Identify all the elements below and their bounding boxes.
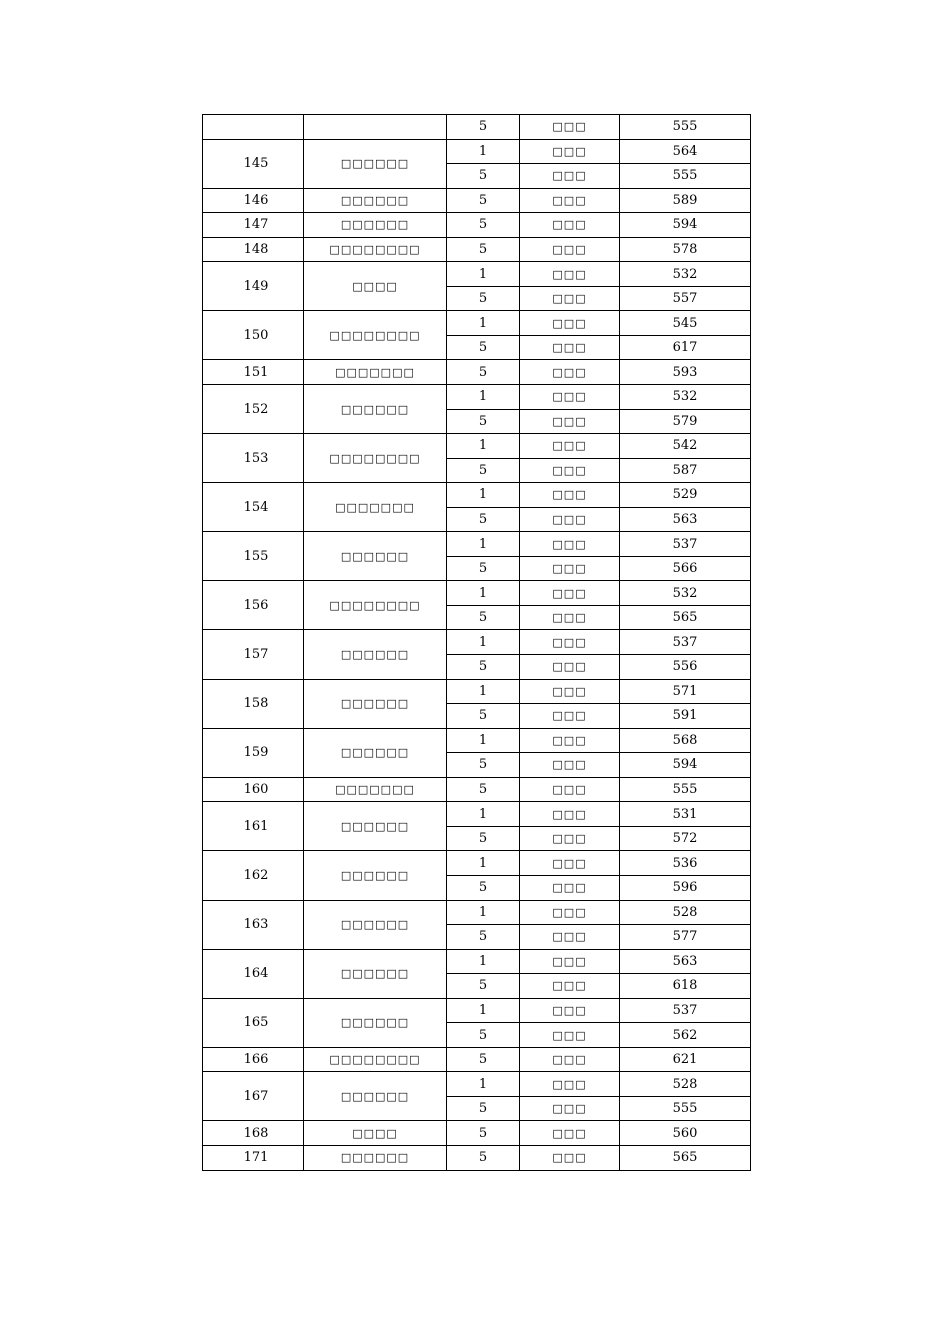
- score-cell: 542: [620, 434, 751, 459]
- level-cell: 5: [447, 777, 520, 802]
- name-cell: [304, 1047, 447, 1072]
- category-text: □□□: [552, 954, 587, 968]
- score-cell: 528: [620, 1072, 751, 1097]
- category-cell: [520, 1047, 620, 1072]
- category-text: □□□: [552, 1151, 587, 1165]
- row-number-cell: 153: [203, 434, 304, 483]
- category-cell: [520, 1096, 620, 1121]
- score-cell: 618: [620, 974, 751, 999]
- level-cell: 1: [447, 1072, 520, 1097]
- table-row: [203, 188, 751, 213]
- category-text: □□□: [552, 758, 587, 772]
- name-text: □□□□□□: [340, 746, 410, 760]
- score-cell: 560: [620, 1121, 751, 1146]
- category-cell: [520, 826, 620, 851]
- category-cell: [520, 802, 620, 827]
- category-text: □□□: [552, 733, 587, 747]
- name-text: □□□□□□: [340, 697, 410, 711]
- category-cell: [520, 115, 620, 140]
- category-text: □□□: [552, 120, 587, 134]
- category-cell: [520, 286, 620, 311]
- level-cell: 5: [447, 164, 520, 189]
- category-text: □□□: [552, 586, 587, 600]
- level-cell: 5: [447, 409, 520, 434]
- score-cell: 562: [620, 1023, 751, 1048]
- level-cell: 1: [447, 900, 520, 925]
- category-cell: [520, 655, 620, 680]
- level-cell: 5: [447, 1121, 520, 1146]
- category-text: □□□: [552, 390, 587, 404]
- table-row: [203, 1072, 751, 1097]
- category-text: □□□: [552, 635, 587, 649]
- category-cell: [520, 335, 620, 360]
- name-cell: [304, 1072, 447, 1121]
- table-row: [203, 311, 751, 336]
- score-cell: 563: [620, 507, 751, 532]
- category-cell: [520, 1121, 620, 1146]
- level-cell: 5: [447, 974, 520, 999]
- name-cell: [304, 434, 447, 483]
- score-cell: 564: [620, 139, 751, 164]
- name-text: □□□□□□: [340, 1151, 410, 1165]
- table-row: [203, 237, 751, 262]
- score-cell: 555: [620, 777, 751, 802]
- score-cell: 594: [620, 753, 751, 778]
- row-number-cell: 148: [203, 237, 304, 262]
- row-number-cell: 146: [203, 188, 304, 213]
- category-text: □□□: [552, 1102, 587, 1116]
- table-row: [203, 998, 751, 1023]
- table-row: [203, 728, 751, 753]
- category-text: □□□: [552, 832, 587, 846]
- category-cell: [520, 753, 620, 778]
- category-cell: [520, 1072, 620, 1097]
- name-text: □□□□□□□: [335, 500, 415, 514]
- level-cell: 5: [447, 458, 520, 483]
- name-cell: [304, 237, 447, 262]
- name-cell: [304, 851, 447, 900]
- level-cell: 5: [447, 237, 520, 262]
- level-cell: 5: [447, 286, 520, 311]
- category-cell: [520, 1023, 620, 1048]
- category-text: □□□: [552, 292, 587, 306]
- score-cell: 572: [620, 826, 751, 851]
- level-cell: 5: [447, 1047, 520, 1072]
- category-text: □□□: [552, 365, 587, 379]
- category-cell: [520, 998, 620, 1023]
- score-cell: 571: [620, 679, 751, 704]
- score-cell: 537: [620, 998, 751, 1023]
- category-text: □□□: [552, 439, 587, 453]
- level-cell: 5: [447, 605, 520, 630]
- name-cell: [304, 679, 447, 728]
- table-row: [203, 802, 751, 827]
- name-cell: [304, 360, 447, 385]
- category-text: □□□: [552, 709, 587, 723]
- score-cell: 621: [620, 1047, 751, 1072]
- score-cell: 566: [620, 556, 751, 581]
- row-number-cell: 147: [203, 213, 304, 238]
- category-cell: [520, 556, 620, 581]
- table-row: [203, 139, 751, 164]
- level-cell: 1: [447, 483, 520, 508]
- score-cell: 555: [620, 164, 751, 189]
- category-cell: [520, 409, 620, 434]
- category-text: □□□: [552, 341, 587, 355]
- level-cell: 1: [447, 532, 520, 557]
- name-text: □□□□□□: [340, 1089, 410, 1103]
- name-text: □□□□□□: [340, 648, 410, 662]
- table-row: [203, 262, 751, 287]
- score-cell: 568: [620, 728, 751, 753]
- category-cell: [520, 164, 620, 189]
- row-number-cell: 151: [203, 360, 304, 385]
- category-cell: [520, 900, 620, 925]
- table-row: [203, 777, 751, 802]
- name-text: □□□□□□: [340, 157, 410, 171]
- score-cell: 563: [620, 949, 751, 974]
- name-cell: [304, 139, 447, 188]
- score-cell: 531: [620, 802, 751, 827]
- row-number-cell: 166: [203, 1047, 304, 1072]
- row-number-cell: 149: [203, 262, 304, 311]
- score-cell: 593: [620, 360, 751, 385]
- score-cell: 617: [620, 335, 751, 360]
- category-cell: [520, 875, 620, 900]
- score-cell: 579: [620, 409, 751, 434]
- name-cell: [304, 777, 447, 802]
- row-number-cell: 158: [203, 679, 304, 728]
- name-text: □□□□□□□: [335, 365, 415, 379]
- category-text: □□□: [552, 316, 587, 330]
- level-cell: 1: [447, 311, 520, 336]
- category-text: □□□: [552, 267, 587, 281]
- name-cell: [304, 802, 447, 851]
- table-row: [203, 213, 751, 238]
- level-cell: 5: [447, 556, 520, 581]
- category-cell: [520, 360, 620, 385]
- level-cell: 5: [447, 826, 520, 851]
- score-cell: 565: [620, 605, 751, 630]
- name-cell: [304, 385, 447, 434]
- score-cell: 528: [620, 900, 751, 925]
- score-cell: 565: [620, 1145, 751, 1170]
- row-number-cell: 145: [203, 139, 304, 188]
- category-cell: [520, 139, 620, 164]
- level-cell: 5: [447, 704, 520, 729]
- name-text: □□□□□□: [340, 193, 410, 207]
- level-cell: 5: [447, 507, 520, 532]
- row-number-cell: 156: [203, 581, 304, 630]
- name-text: □□□□□□□□: [329, 598, 421, 612]
- category-text: □□□: [552, 243, 587, 256]
- name-text: □□□□: [352, 279, 398, 293]
- name-text: □□□□: [352, 1126, 398, 1140]
- level-cell: 5: [447, 875, 520, 900]
- score-table: [202, 114, 751, 1171]
- row-number-cell: 161: [203, 802, 304, 851]
- category-text: □□□: [552, 905, 587, 919]
- level-cell: 1: [447, 139, 520, 164]
- name-text: □□□□□□: [340, 402, 410, 416]
- name-cell: [304, 115, 447, 140]
- category-cell: [520, 679, 620, 704]
- row-number-cell: 150: [203, 311, 304, 360]
- category-text: □□□: [552, 1028, 587, 1042]
- category-text: □□□: [552, 979, 587, 993]
- score-cell: 532: [620, 385, 751, 410]
- level-cell: 5: [447, 1023, 520, 1048]
- category-cell: [520, 777, 620, 802]
- row-number-cell: 165: [203, 998, 304, 1047]
- level-cell: 5: [447, 1096, 520, 1121]
- name-cell: [304, 213, 447, 238]
- level-cell: 5: [447, 115, 520, 140]
- name-text: □□□□□□: [340, 868, 410, 882]
- category-cell: [520, 949, 620, 974]
- name-text: □□□□□□: [340, 1016, 410, 1030]
- category-text: □□□: [552, 513, 587, 527]
- score-table-body: [203, 115, 751, 1171]
- category-cell: [520, 605, 620, 630]
- table-row: [203, 630, 751, 655]
- category-cell: [520, 434, 620, 459]
- category-text: □□□: [552, 1077, 587, 1091]
- level-cell: 5: [447, 925, 520, 950]
- category-cell: [520, 974, 620, 999]
- category-text: □□□: [552, 856, 587, 870]
- category-text: □□□: [552, 144, 587, 158]
- table-row: [203, 360, 751, 385]
- category-cell: [520, 704, 620, 729]
- level-cell: 1: [447, 851, 520, 876]
- row-number-cell: 164: [203, 949, 304, 998]
- category-cell: [520, 311, 620, 336]
- level-cell: 1: [447, 949, 520, 974]
- name-cell: [304, 532, 447, 581]
- level-cell: 1: [447, 728, 520, 753]
- score-cell: 537: [620, 532, 751, 557]
- table-row: [203, 532, 751, 557]
- category-cell: [520, 213, 620, 238]
- level-cell: 1: [447, 998, 520, 1023]
- category-cell: [520, 385, 620, 410]
- level-cell: 5: [447, 213, 520, 238]
- name-cell: [304, 581, 447, 630]
- category-text: □□□: [552, 169, 587, 183]
- row-number-cell: 154: [203, 483, 304, 532]
- table-row: [203, 679, 751, 704]
- category-cell: [520, 188, 620, 213]
- table-row: [203, 385, 751, 410]
- category-text: □□□: [552, 488, 587, 502]
- score-cell: 591: [620, 704, 751, 729]
- row-number-cell: [203, 115, 304, 140]
- level-cell: 1: [447, 385, 520, 410]
- table-row: [203, 949, 751, 974]
- name-cell: [304, 998, 447, 1047]
- score-cell: 532: [620, 262, 751, 287]
- category-text: □□□: [552, 562, 587, 576]
- level-cell: 1: [447, 434, 520, 459]
- table-row: [203, 851, 751, 876]
- score-cell: 587: [620, 458, 751, 483]
- score-cell: 545: [620, 311, 751, 336]
- category-cell: [520, 483, 620, 508]
- category-cell: [520, 262, 620, 287]
- name-cell: [304, 1121, 447, 1146]
- score-cell: 532: [620, 581, 751, 606]
- category-cell: [520, 1145, 620, 1170]
- category-text: □□□: [552, 660, 587, 674]
- category-text: □□□: [552, 1053, 587, 1067]
- category-text: □□□: [552, 684, 587, 698]
- row-number-cell: 155: [203, 532, 304, 581]
- category-text: □□□: [552, 1003, 587, 1017]
- category-cell: [520, 728, 620, 753]
- row-number-cell: 162: [203, 851, 304, 900]
- score-cell: 577: [620, 925, 751, 950]
- row-number-cell: 159: [203, 728, 304, 777]
- score-cell: 596: [620, 875, 751, 900]
- name-text: □□□□□□: [340, 549, 410, 563]
- name-cell: [304, 188, 447, 213]
- level-cell: 5: [447, 188, 520, 213]
- name-cell: [304, 1145, 447, 1170]
- level-cell: 5: [447, 360, 520, 385]
- name-cell: [304, 949, 447, 998]
- table-row: [203, 483, 751, 508]
- table-row: [203, 434, 751, 459]
- level-cell: 5: [447, 1145, 520, 1170]
- category-text: □□□: [552, 537, 587, 551]
- score-cell: 555: [620, 1096, 751, 1121]
- name-text: □□□□□□: [340, 218, 410, 232]
- category-cell: [520, 458, 620, 483]
- category-cell: [520, 581, 620, 606]
- name-text: □□□□□□□□: [329, 1053, 421, 1067]
- table-row: [203, 581, 751, 606]
- level-cell: 5: [447, 655, 520, 680]
- table-row: [203, 1047, 751, 1072]
- category-cell: [520, 507, 620, 532]
- score-cell: 537: [620, 630, 751, 655]
- category-text: □□□: [552, 218, 587, 232]
- score-cell: 589: [620, 188, 751, 213]
- name-cell: [304, 900, 447, 949]
- category-cell: [520, 630, 620, 655]
- category-text: □□□: [552, 463, 587, 477]
- score-cell: 555: [620, 115, 751, 140]
- level-cell: 1: [447, 581, 520, 606]
- category-cell: [520, 925, 620, 950]
- category-cell: [520, 237, 620, 262]
- name-cell: [304, 728, 447, 777]
- name-text: □□□□□□: [340, 819, 410, 833]
- score-cell: 556: [620, 655, 751, 680]
- level-cell: 1: [447, 262, 520, 287]
- table-row: [203, 115, 751, 140]
- row-number-cell: 163: [203, 900, 304, 949]
- name-text: □□□□□□□□: [329, 451, 421, 465]
- score-cell: 529: [620, 483, 751, 508]
- category-text: □□□: [552, 414, 587, 428]
- category-cell: [520, 532, 620, 557]
- level-cell: 1: [447, 679, 520, 704]
- category-text: □□□: [552, 807, 587, 821]
- level-cell: 5: [447, 335, 520, 360]
- level-cell: 5: [447, 753, 520, 778]
- name-cell: [304, 630, 447, 679]
- row-number-cell: 160: [203, 777, 304, 802]
- name-cell: [304, 311, 447, 360]
- row-number-cell: 152: [203, 385, 304, 434]
- name-text: □□□□□□: [340, 967, 410, 981]
- row-number-cell: 171: [203, 1145, 304, 1170]
- row-number-cell: 167: [203, 1072, 304, 1121]
- name-text: □□□□□□□□: [329, 328, 421, 342]
- name-cell: [304, 262, 447, 311]
- category-text: □□□: [552, 1126, 587, 1140]
- category-text: □□□: [552, 930, 587, 944]
- name-cell: [304, 483, 447, 532]
- row-number-cell: 168: [203, 1121, 304, 1146]
- name-text: □□□□□□□: [335, 783, 415, 797]
- category-text: □□□: [552, 881, 587, 895]
- table-row: [203, 1121, 751, 1146]
- table-row: [203, 1145, 751, 1170]
- category-text: □□□: [552, 193, 587, 207]
- score-cell: 578: [620, 237, 751, 262]
- table-row: [203, 900, 751, 925]
- category-text: □□□: [552, 783, 587, 797]
- score-cell: 536: [620, 851, 751, 876]
- level-cell: 1: [447, 630, 520, 655]
- name-text: □□□□□□: [340, 918, 410, 932]
- row-number-cell: 157: [203, 630, 304, 679]
- level-cell: 1: [447, 802, 520, 827]
- score-cell: 557: [620, 286, 751, 311]
- score-cell: 594: [620, 213, 751, 238]
- name-text: □□□□□□□□: [329, 243, 421, 256]
- category-text: □□□: [552, 611, 587, 625]
- category-cell: [520, 851, 620, 876]
